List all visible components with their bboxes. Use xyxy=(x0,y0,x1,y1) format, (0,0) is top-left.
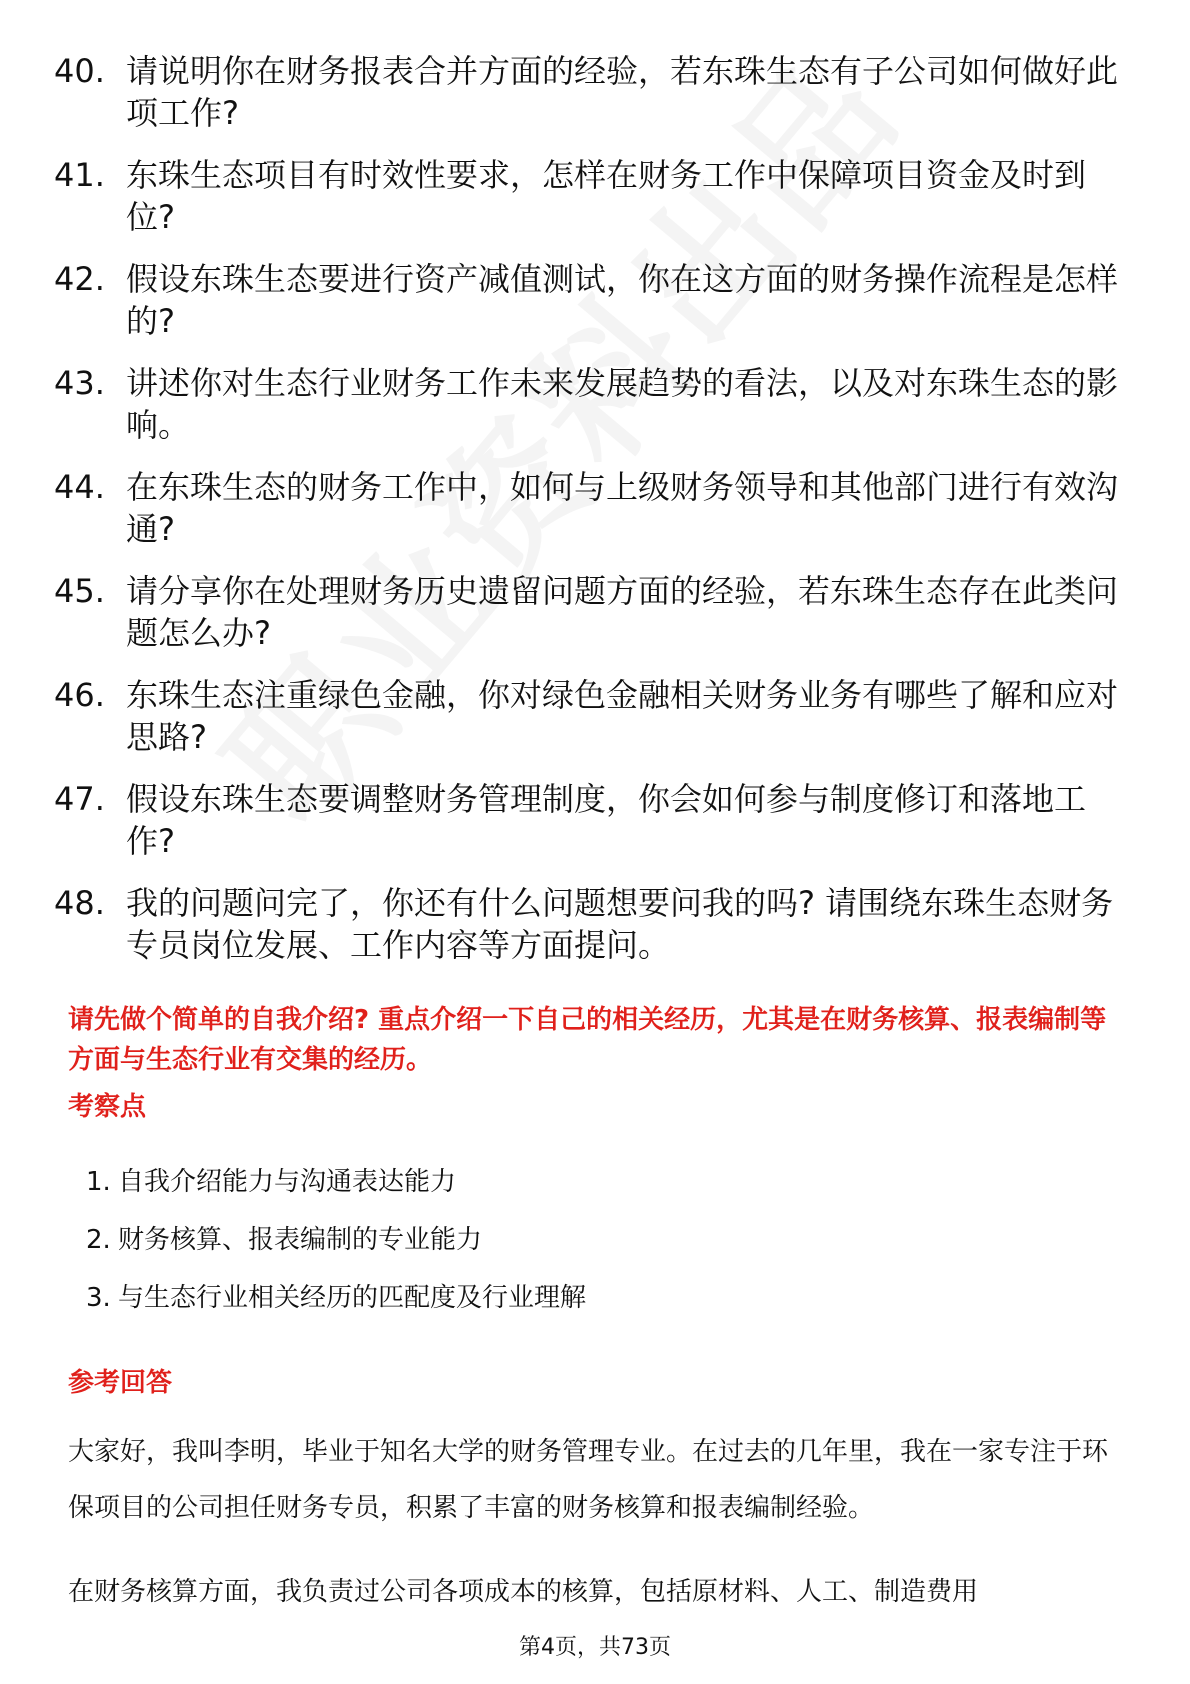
assessment-title: 考察点 xyxy=(68,1092,147,1122)
question-item xyxy=(54,882,1134,966)
question-text: 请分享你在处理财务历史遗留问题方面的经验，若东珠生态存在此类问题怎么办? xyxy=(126,572,1119,652)
question-number: 44. xyxy=(54,468,105,506)
answer-paragraph: 在财务核算方面，我负责过公司各项成本的核算，包括原材料、人工、制造费用 xyxy=(68,1577,979,1607)
question-text: 我的问题问完了，你还有什么问题想要问我的吗? 请围绕东珠生态财务专员岗位发展、工作内容等方面提问。 xyxy=(126,884,1114,964)
question-text: 请说明你在财务报表合并方面的经验，若东珠生态有子公司如何做好此项工作? xyxy=(126,52,1119,132)
question-number: 43. xyxy=(54,364,105,402)
question-item xyxy=(54,778,1134,862)
question-number: 48. xyxy=(54,884,105,922)
question-item xyxy=(54,50,1134,134)
page-footer: 第4页，共73页 xyxy=(519,1635,671,1660)
assessment-number: 2. xyxy=(86,1225,111,1255)
question-item xyxy=(54,154,1134,238)
assessment-item xyxy=(86,1278,586,1318)
question-text: 在东珠生态的财务工作中，如何与上级财务领导和其他部门进行有效沟通? xyxy=(126,468,1119,548)
assessment-number: 1. xyxy=(86,1167,111,1197)
assessment-text: 自我介绍能力与沟通表达能力 xyxy=(118,1167,457,1197)
assessment-item xyxy=(86,1162,586,1202)
reference-title: 参考回答 xyxy=(68,1368,173,1398)
question-number: 46. xyxy=(54,676,105,714)
question-text: 东珠生态注重绿色金融，你对绿色金融相关财务业务有哪些了解和应对思路? xyxy=(126,676,1119,756)
question-number: 40. xyxy=(54,52,105,90)
answer-paragraph: 大家好，我叫李明，毕业于知名大学的财务管理专业。在过去的几年里，我在一家专注于环保项目的公司担任财务专员，积累了丰富的财务核算和报表编制经验。 xyxy=(68,1437,1109,1523)
assessment-text: 与生态行业相关经历的匹配度及行业理解 xyxy=(118,1283,587,1313)
question-text: 东珠生态项目有时效性要求，怎样在财务工作中保障项目资金及时到位? xyxy=(126,156,1087,236)
assessment-text: 财务核算、报表编制的专业能力 xyxy=(118,1225,483,1255)
question-item xyxy=(54,466,1134,550)
question-number: 42. xyxy=(54,260,105,298)
question-item xyxy=(54,362,1134,446)
question-text: 讲述你对生态行业财务工作未来发展趋势的看法，以及对东珠生态的影响。 xyxy=(126,364,1119,444)
question-number: 47. xyxy=(54,780,105,818)
question-item xyxy=(54,570,1134,654)
question-text: 假设东珠生态要调整财务管理制度，你会如何参与制度修订和落地工作? xyxy=(126,780,1087,860)
assessment-item xyxy=(86,1220,586,1260)
question-number: 41. xyxy=(54,156,105,194)
assessment-number: 3. xyxy=(86,1283,111,1313)
question-item xyxy=(54,674,1134,758)
question-item xyxy=(54,258,1134,342)
question-number: 45. xyxy=(54,572,105,610)
question-text: 假设东珠生态要进行资产减值测试，你在这方面的财务操作流程是怎样的? xyxy=(126,260,1119,340)
assessment-list xyxy=(86,1162,586,1336)
highlight-question: 请先做个简单的自我介绍? 重点介绍一下自己的相关经历，尤其是在财务核算、报表编制等方面与生态行业有交集的经历。 xyxy=(68,1005,1107,1075)
question-list xyxy=(54,50,1134,986)
